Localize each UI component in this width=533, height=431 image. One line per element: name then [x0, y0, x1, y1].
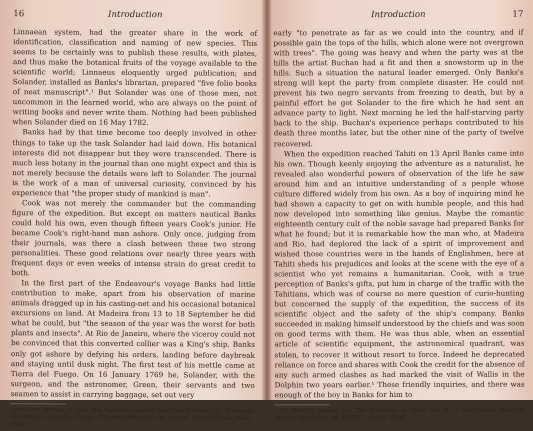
paragraph: Cook was not merely the commander but the commanding figure of the expedition. But except on matters nautical Banks could hold his own, even though fifteen years Cook's junior. He became Cook's right-hand man ashore. Only once, judging from their journals, was there a clash between these two strong personalities. These good relations over nearly three years with frequent days or even weeks of intense strain do great credit to both. — [11, 198, 257, 278]
paragraph: In the first part of the Endeavour's voyage Banks had little contribution to make, apart from his observation of marine animals dragged up in his casting-net and his occasional botanical excursions on land. At Madeira from 13 to 18 September he did what he could, but "the season of the year was the worst for both plants and insects". At Rio de Janeiro, where the viceroy could not be convinced that this converted collier was a King's ship, Banks only got ashore by defying his orders, landing before daybreak and staying until dusk night. The first test of his mettle came at Tierra del Fuego. On 16 January 1769 he, Solander, with the surgeon, and the astronomer, Green, their servants and two seamen to assist in carrying baggage, set out very — [10, 278, 256, 400]
footnote-text: ¹ Hooker's Preface, p. xxvi. The "neat manuscript" was that of Banks's E. D. Merrill, The Botany of Cook's Voyage (Chronica Botanica, vol. xiv, no. 5-6) (Waltham, Mass., 1954). — [10, 406, 255, 429]
footnote — [271, 407, 529, 423]
page-number: 16 — [13, 9, 25, 20]
right-page-body — [269, 28, 528, 401]
running-head: Introduction — [108, 9, 163, 21]
paragraph: early "to penetrate as far as we could into the country, and if possible gain the tops of the hills, which alone were not overgrown with trees". The going was heavy and when the party was at the hills the artist Buchan had a fit and then a snowstorm up in the hills. Such a situation the natural leader emerged. Only Banks's strong will kept the party from complete disaster. He could not prevent his two negro servants from freezing to death, but by a painful effort he got Solander to the fire which he had sent an advance party to light. Next morning he led the half-starving party back to the ship. Buchan's experience perhaps contributed to his death three months later, but the other nine of the party of twelve recovered. — [273, 27, 524, 148]
running-head: Introduction — [371, 9, 426, 21]
left-page-body — [7, 27, 262, 400]
footnote-text: ¹ On Wallis's voyage, see The Discovery of Tahiti (ed. A. H. Carrington) (Hakluyt Society, 2nd series, no. XCVIII, London, 1948). — [274, 407, 525, 422]
paragraph: When the expedition reached Tahiti on 13 April Banks came into his own. Though keenly enjoying the adventure as a naturalist, he revealed also wonderful powers of observation of the life he saw around him and an intuitive understanding of a people whose culture differed widely from his own. As a boy of inquiring mind he had shown a capacity to get on with humble people, and this had now developed into something like genius. Maybe the romantic eighteenth century cult of the noble savage had prepared Banks for what he found; but it is remarkable how the man who, at Madeira and Rio, had deplored the lack of a spirit of improvement and wished those countries were in the hands of Englishmen, here at Tahiti sheds his prejudices and looks at the scene with the eye of a scientist who yet remains a humanitarian. Cook, with a true perception of Banks's gifts, put him in charge of the traffic with the Tahitians, which was of course no mere question of curio-hunting but concerned the supply of the expedition, the success of its scientific object and the safety of the ship's company. Banks succeeded in making himself understood by the chiefs and was soon on good terms with them. He was thus able, when an essential article of scientific equipment, the astronomical quadrant, was stolen, to recover it without resort to force. Indeed he deprecated reliance on force and shares with Cook the credit for the absence of any such armed clashes as had marked the visit of Wallis in the Dolphin two years earlier.¹ These friendly inquiries, and there was enough of the boy in Banks for him to — [273, 148, 525, 400]
right-page-header — [269, 8, 527, 29]
footnote-rule — [11, 403, 66, 404]
footnote-rule — [275, 404, 330, 405]
paragraph: Linnaean system, had the greater share in the work of identification, classification and naming of new species. This seems to be certainly was to publish these results, with plates, and thus make the botanical fruits of the voyage available to the scientific world; Linnaeus eloquently urged publication; and Solander, installed as Banks's librarian, prepared "five folio books of neat manuscript".¹ But Solander was one of those men, not uncommon in the learned world, who are always on the point of writing books and never write them. Nothing had been published when Solander died on 16 May 1782. — [12, 27, 258, 128]
footnote — [6, 407, 258, 431]
left-page-header — [9, 7, 261, 29]
page-number: 17 — [512, 9, 524, 20]
paragraph: Banks had by that time become too deeply involved in other things to take up the task Solander had laid down. His botanical interests did not disappear but they were transcended. There is much less botany in the journal than one might expect and this is not merely because the details were left to Solander. The journal is the work of a man of universal curiosity, convinced by his experience that "the proper study of mankind is man". — [12, 127, 257, 199]
right-page — [269, 0, 528, 422]
left-page — [7, 0, 262, 429]
